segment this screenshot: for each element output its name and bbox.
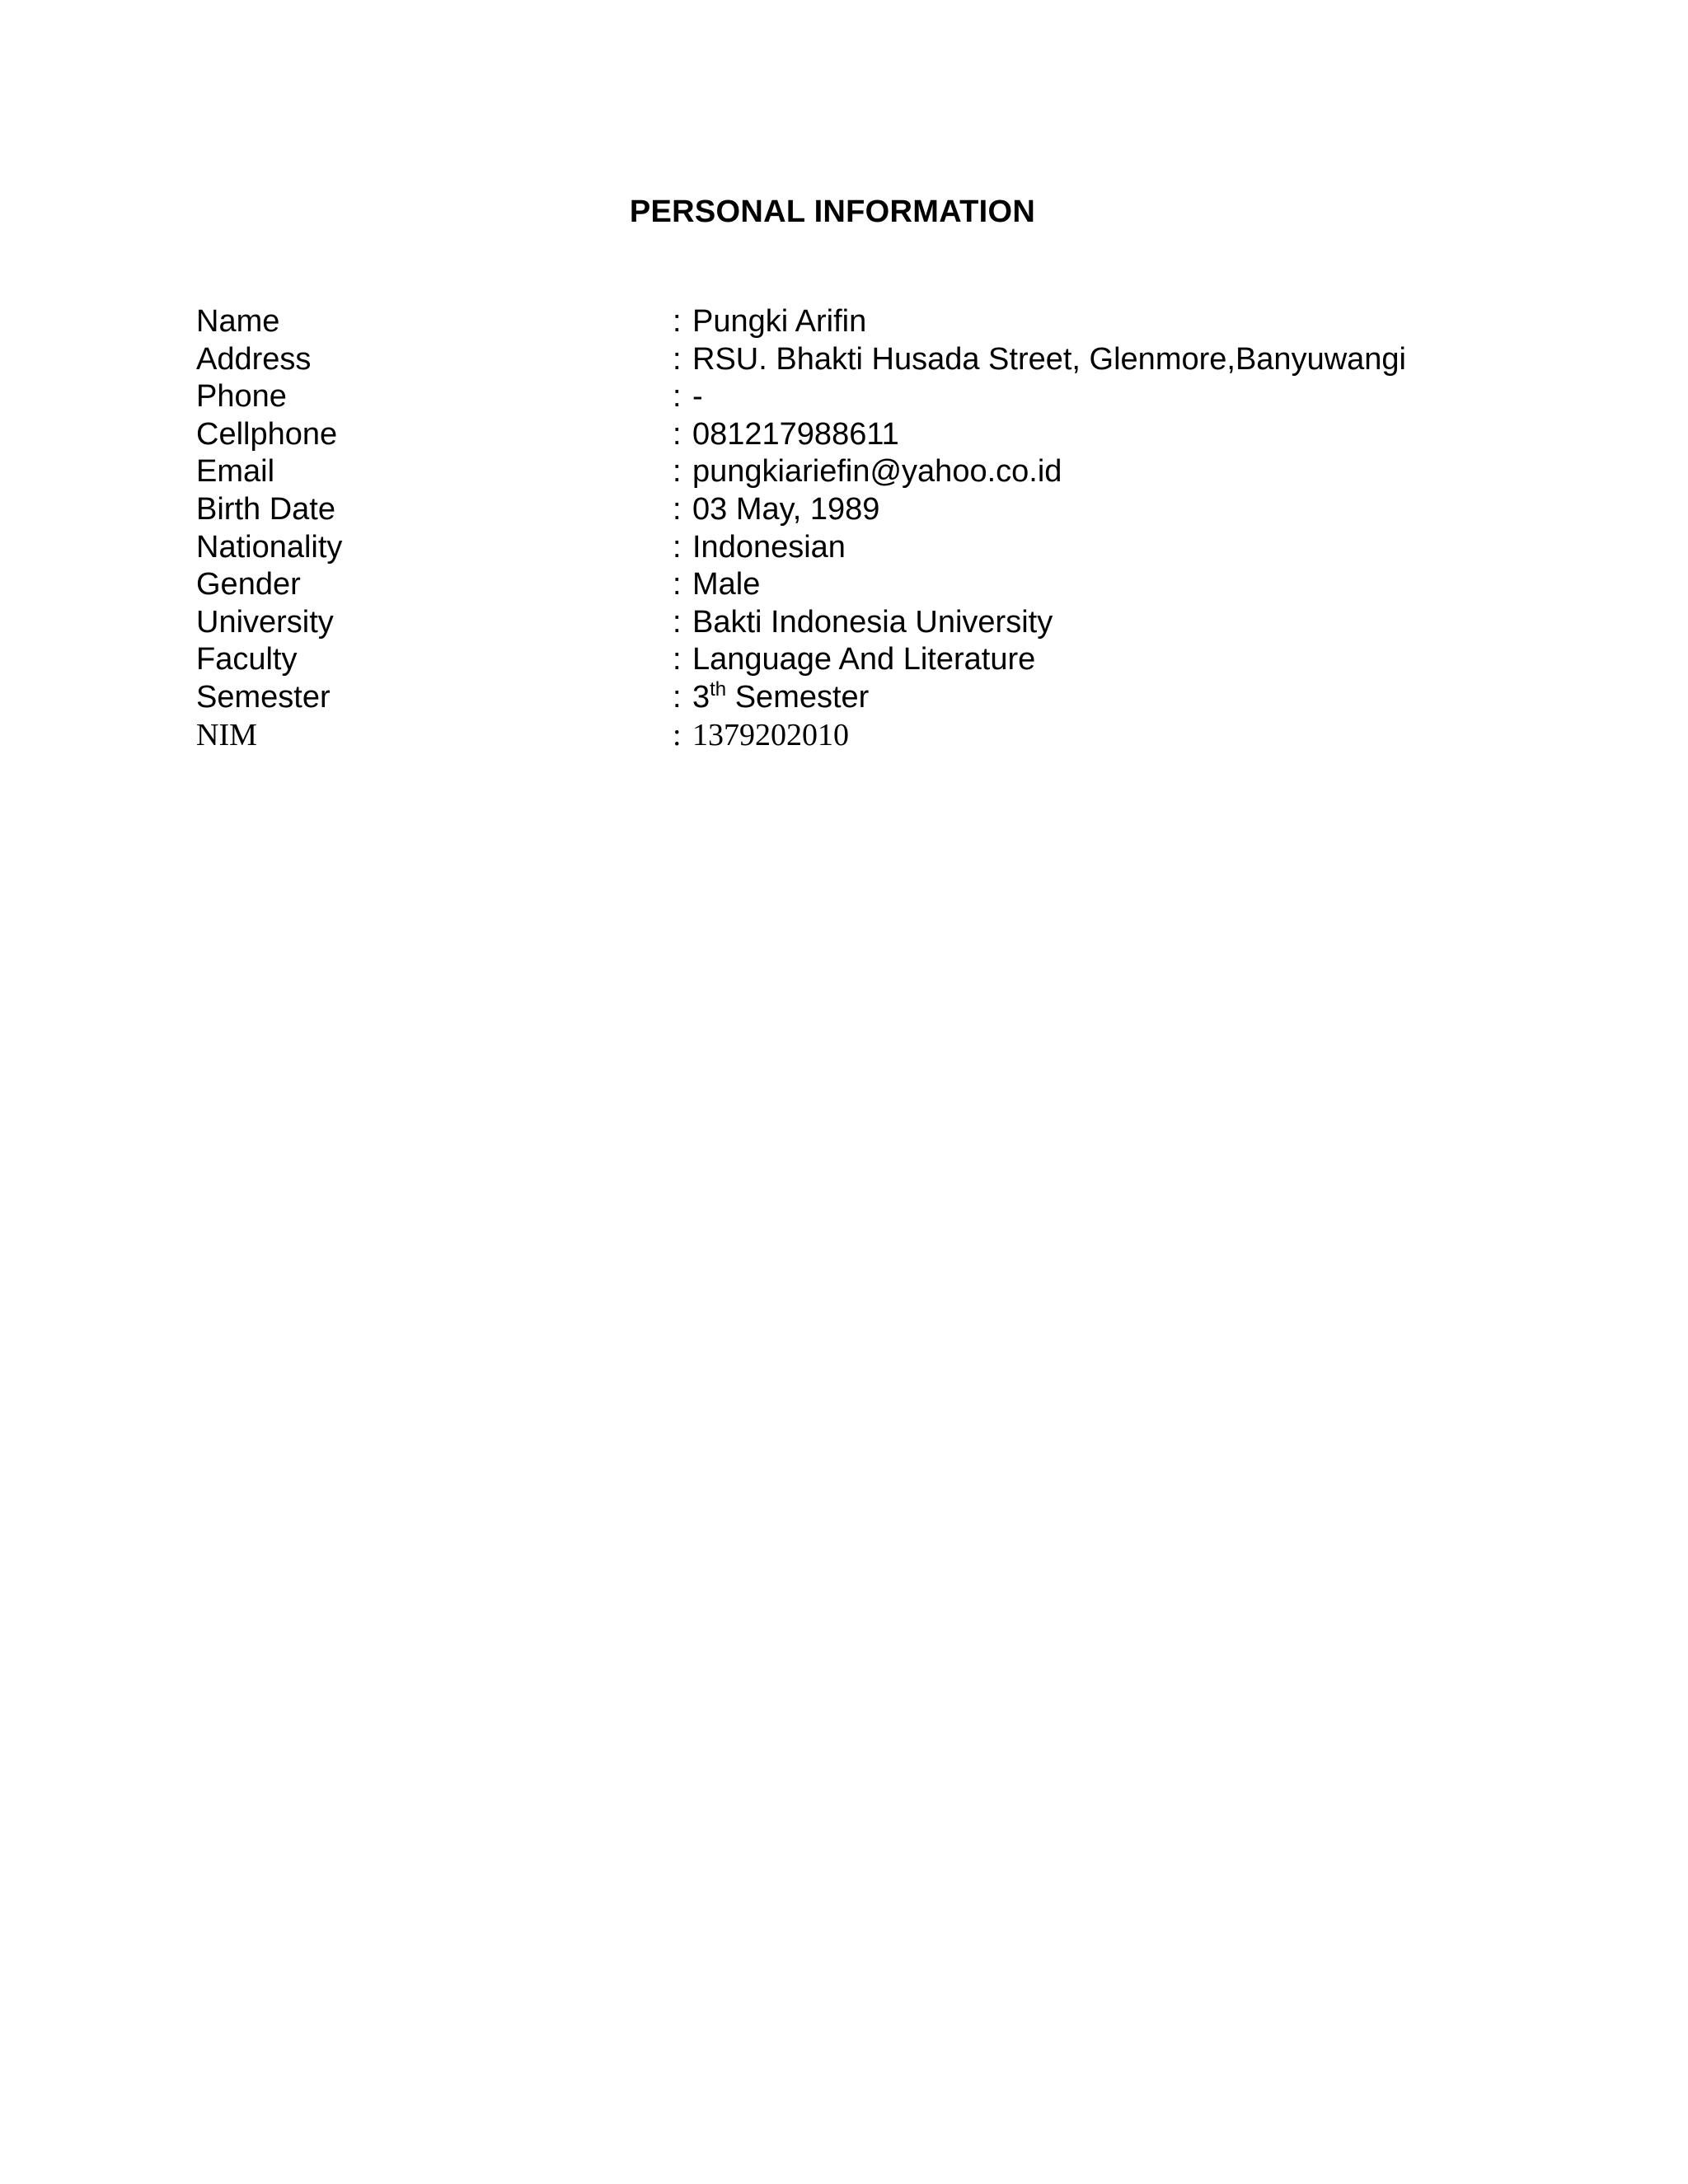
field-separator: : <box>673 567 682 602</box>
personal-info-list <box>196 303 1482 754</box>
info-row-gender <box>196 566 1482 604</box>
field-value: Pungki Arifin <box>692 304 867 339</box>
field-value: 1379202010 <box>692 717 849 752</box>
field-label: Faculty <box>196 642 298 677</box>
field-separator: : <box>673 717 682 752</box>
page-title: PERSONAL INFORMATION <box>629 194 1036 229</box>
field-label: Semester <box>196 679 331 715</box>
info-row-faculty <box>196 641 1482 679</box>
field-label: Email <box>196 454 275 490</box>
field-separator: : <box>673 416 682 452</box>
semester-word: Semester <box>726 679 870 715</box>
field-label: Gender <box>196 567 301 602</box>
semester-number: 3 <box>692 679 710 715</box>
field-label: NIM <box>196 717 257 752</box>
field-value: 081217988611 <box>692 416 899 452</box>
info-row-semester <box>196 679 1482 717</box>
field-value: RSU. Bhakti Husada Street, Glenmore,Banyuwangi <box>692 341 1406 377</box>
field-label: Address <box>196 341 312 377</box>
ordinal-suffix: th <box>710 677 727 701</box>
field-value: Male <box>692 567 761 602</box>
field-separator: : <box>673 304 682 339</box>
field-separator: : <box>673 379 682 415</box>
field-separator: : <box>673 642 682 677</box>
field-label: Cellphone <box>196 416 338 452</box>
info-row-cellphone <box>196 416 1482 454</box>
field-separator: : <box>673 341 682 377</box>
info-row-phone <box>196 378 1482 416</box>
field-value: 03 May, 1989 <box>692 491 880 527</box>
field-value: Indonesian <box>692 529 846 565</box>
field-label: Birth Date <box>196 491 335 527</box>
field-value: Bakti Indonesia University <box>692 604 1053 640</box>
info-row-birth-date <box>196 491 1482 529</box>
field-label: Nationality <box>196 529 343 565</box>
info-row-nim <box>196 717 1482 755</box>
field-label: Name <box>196 304 280 339</box>
info-row-nationality <box>196 529 1482 567</box>
field-value: pungkiariefin@yahoo.co.id <box>692 454 1062 490</box>
field-separator: : <box>673 679 682 715</box>
field-label: University <box>196 604 334 640</box>
field-separator: : <box>673 454 682 490</box>
info-row-address <box>196 341 1482 379</box>
field-value: - <box>692 379 703 415</box>
info-row-email <box>196 453 1482 491</box>
field-separator: : <box>673 529 682 565</box>
field-separator: : <box>673 604 682 640</box>
field-value: Language And Literature <box>692 642 1036 677</box>
field-label: Phone <box>196 379 287 415</box>
field-separator: : <box>673 491 682 527</box>
info-row-name <box>196 303 1482 341</box>
info-row-university <box>196 604 1482 642</box>
field-value <box>692 679 869 717</box>
